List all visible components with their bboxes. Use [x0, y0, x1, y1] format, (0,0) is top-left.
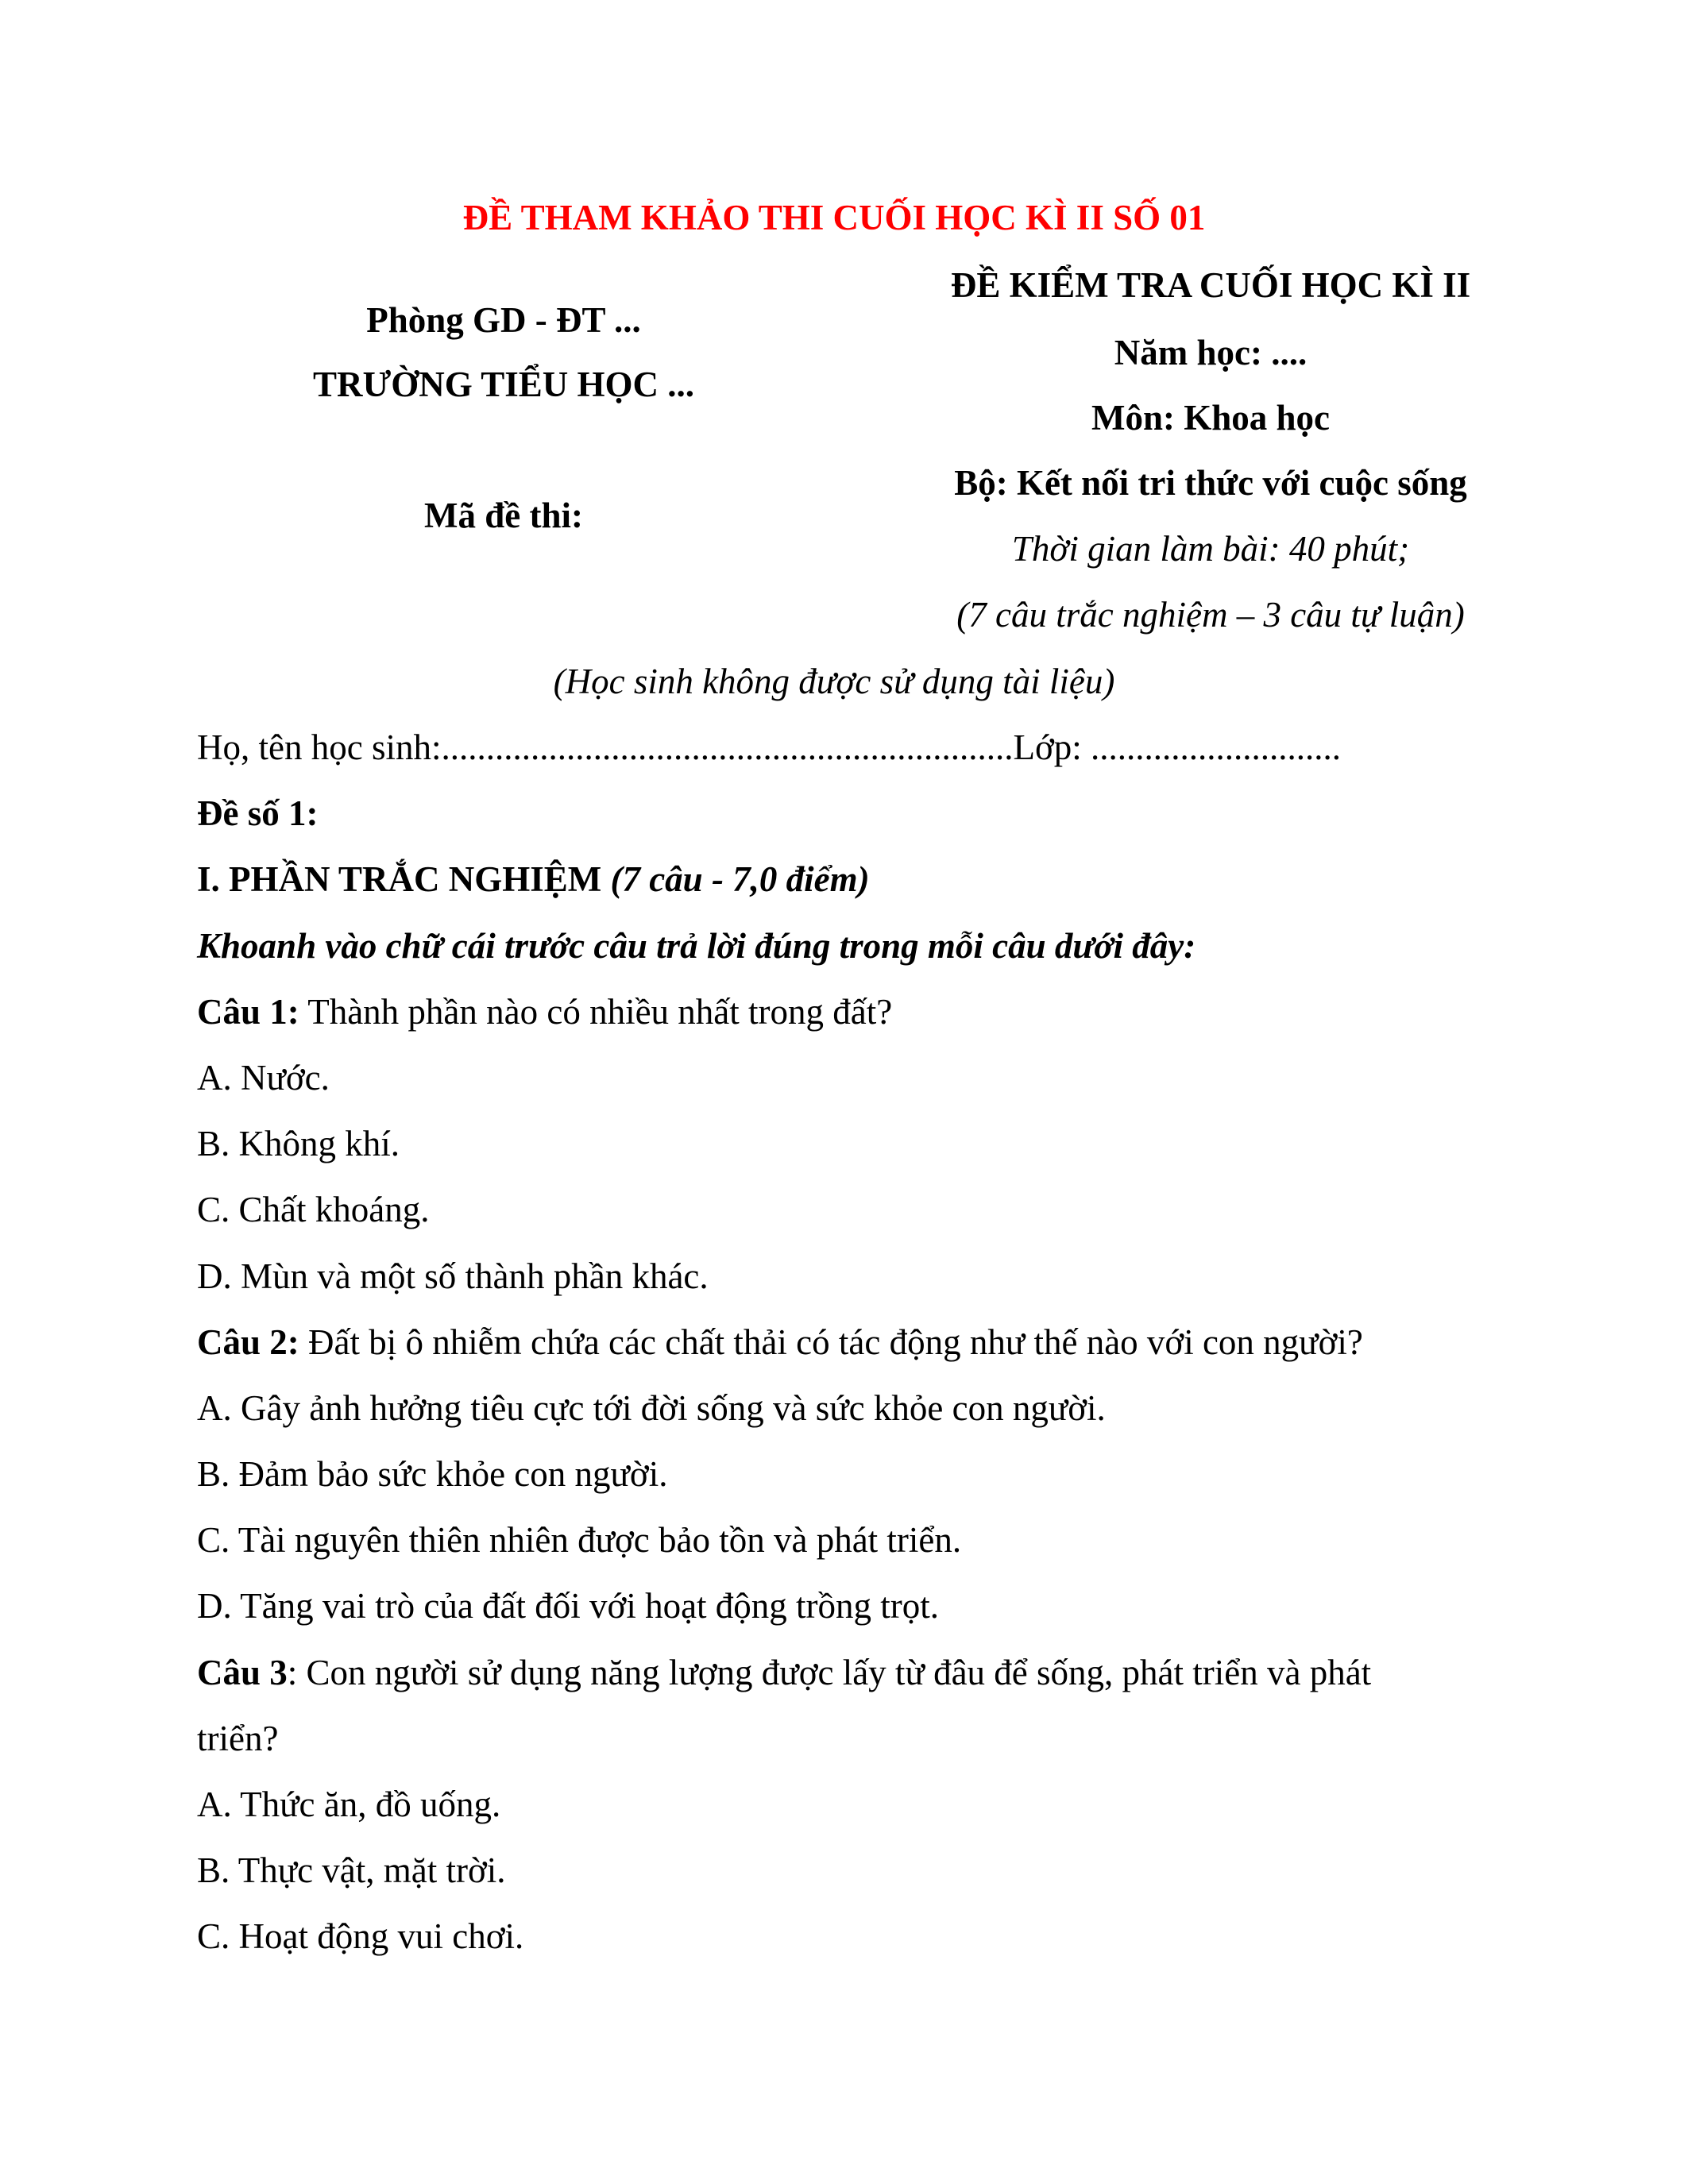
question-label: Câu 2:: [197, 1322, 299, 1362]
section-heading: [197, 847, 1371, 913]
exam-name: ĐỀ KIỂM TRA CUỐI HỌC KÌ II: [950, 265, 1471, 305]
no-materials-note: (Học sinh không được sử dụng tài liệu): [553, 662, 1115, 701]
question-text: : Con người sử dụng năng lượng được lấy từ đâu để sống, phát triển và phát: [287, 1652, 1372, 1692]
exam-code-label: Mã đề thi:: [424, 496, 583, 535]
question-3: [197, 1640, 1371, 1706]
option: A. Thức ăn, đồ uống.: [197, 1785, 501, 1824]
option: B. Không khí.: [197, 1124, 400, 1164]
textbook-series: Bộ: Kết nối tri thức với cuộc sống: [954, 463, 1467, 503]
subject: Môn: Khoa học: [1091, 398, 1331, 438]
option: D. Mùn và một số thành phần khác.: [197, 1256, 709, 1296]
option: B. Thực vật, mặt trời.: [197, 1850, 506, 1891]
question-text: Đất bị ô nhiễm chứa các chất thải có tác động như thế nào với con người?: [299, 1322, 1363, 1362]
option: C. Hoạt động vui chơi.: [197, 1916, 524, 1957]
option: A. Nước.: [197, 1057, 330, 1098]
section-points: (7 câu - 7,0 điểm): [610, 859, 870, 900]
question-1: [197, 979, 1371, 1045]
duration: Thời gian làm bài: 40 phút;: [1011, 529, 1410, 569]
question-label: Câu 3: [197, 1652, 288, 1692]
option: C. Chất khoáng.: [197, 1190, 430, 1230]
question-text-continued: triển?: [197, 1718, 279, 1758]
document-title: ĐỀ THAM KHẢO THI CUỐI HỌC KÌ II SỐ 01: [462, 198, 1206, 237]
option: A. Gây ảnh hưởng tiêu cực tới đời sống và sức khỏe con người.: [197, 1387, 1106, 1428]
option: D. Tăng vai trò của đất đối với hoạt động trồng trọt.: [197, 1586, 940, 1626]
student-info-line: Họ, tên học sinh:................................................................Lớp: ............................: [197, 727, 1341, 767]
section-title: I. PHẦN TRẮC NGHIỆM: [197, 859, 602, 900]
school-name: TRƯỜNG TIỂU HỌC ...: [312, 365, 695, 404]
exam-number: Đề số 1:: [197, 793, 319, 834]
option: B. Đảm bảo sức khỏe con người.: [197, 1454, 668, 1495]
option: C. Tài nguyên thiên nhiên được bảo tồn và phát triển.: [197, 1520, 962, 1561]
department: Phòng GD - ĐT ...: [366, 300, 641, 340]
exam-structure: (7 câu trắc nghiệm – 3 câu tự luận): [956, 595, 1465, 635]
question-text: Thành phần nào có nhiều nhất trong đất?: [299, 991, 893, 1032]
school-year: Năm học: ....: [1114, 333, 1308, 372]
section-instruction: Khoanh vào chữ cái trước câu trả lời đúng trong mỗi câu dưới đây:: [197, 925, 1196, 966]
question-2: [197, 1310, 1371, 1376]
question-label: Câu 1:: [197, 991, 299, 1032]
exam-body: [197, 715, 1371, 1970]
